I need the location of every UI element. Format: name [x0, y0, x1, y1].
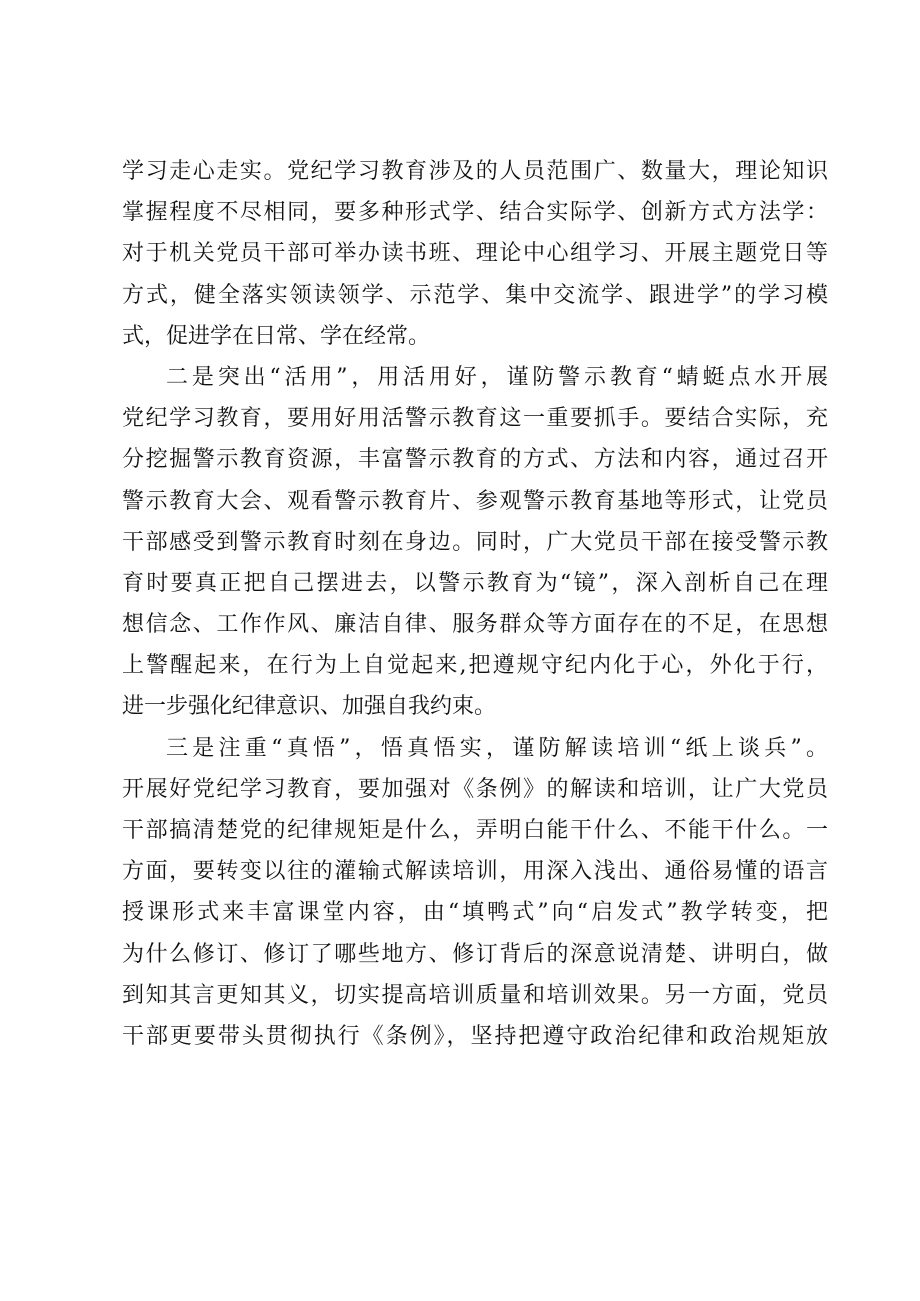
- text-line: 警示教育大会、观看警示教育片、参观警示教育基地等形式，让党员: [122, 488, 828, 514]
- text-line: 掌握程度不尽相同，要多种形式学、结合实际学、创新方式方法学：: [122, 200, 828, 226]
- paragraph-2: [122, 357, 828, 728]
- paragraph-3: [122, 728, 828, 1058]
- text-line: 式，促进学在日常、学在经常。: [122, 323, 431, 349]
- text-line: 干部搞清楚党的纪律规矩是什么，弄明白能干什么、不能干什么。一: [122, 818, 828, 843]
- text-line: 党纪学习教育，要用好用活警示教育这一重要抓手。要结合实际，充: [122, 406, 828, 432]
- text-line: 为什么修订、修订了哪些地方、修订背后的深意说清楚、讲明白，做: [122, 941, 828, 967]
- text-line: 干部感受到警示教育时刻在身边。同时，广大党员干部在接受警示教: [122, 529, 828, 555]
- text-line: 对于机关党员干部可举办读书班、理论中心组学习、开展主题党日等: [122, 241, 828, 267]
- paragraph-1: [122, 151, 828, 357]
- text-line: 到知其言更知其义，切实提高培训质量和培训效果。另一方面，党员: [122, 982, 828, 1008]
- text-line: 方式，健全落实领读领学、示范学、集中交流学、跟进学”的学习模: [122, 282, 828, 308]
- text-line: 开展好党纪学习教育，要加强对《条例》的解读和培训，让广大党员: [122, 776, 828, 802]
- text-line-indented: 二是突出“活用”，用活用好，谨防警示教育“蜻蜓点水开展: [166, 364, 828, 390]
- text-line: 学习走心走实。党纪学习教育涉及的人员范围广、数量大，理论知识: [122, 159, 828, 184]
- text-line: 分挖掘警示教育资源，丰富警示教育的方式、方法和内容，通过召开: [122, 447, 828, 473]
- text-line: 授课形式来丰富课堂内容，由“填鸭式”向“启发式”教学转变，把: [122, 900, 828, 926]
- text-line: 上警醒起来，在行为上自觉起来,把遵规守纪内化于心，外化于行，: [122, 653, 828, 679]
- text-line: 育时要真正把自己摆进去，以警示教育为“镜”，深入剖析自己在理: [122, 570, 828, 596]
- text-line-indented: 三是注重“真悟”，悟真悟实，谨防解读培训“纸上谈兵”。: [166, 735, 828, 761]
- text-line: 干部更要带头贯彻执行《条例》，坚持把遵守政治纪律和政治规矩放: [122, 1023, 828, 1049]
- text-line: 进一步强化纪律意识、加强自我约束。: [122, 694, 497, 720]
- document-body: [122, 151, 828, 1057]
- text-line: 方面，要转变以往的灌输式解读培训，用深入浅出、通俗易懂的语言: [122, 859, 828, 885]
- text-line: 想信念、工作作风、廉洁自律、服务群众等方面存在的不足，在思想: [122, 612, 828, 638]
